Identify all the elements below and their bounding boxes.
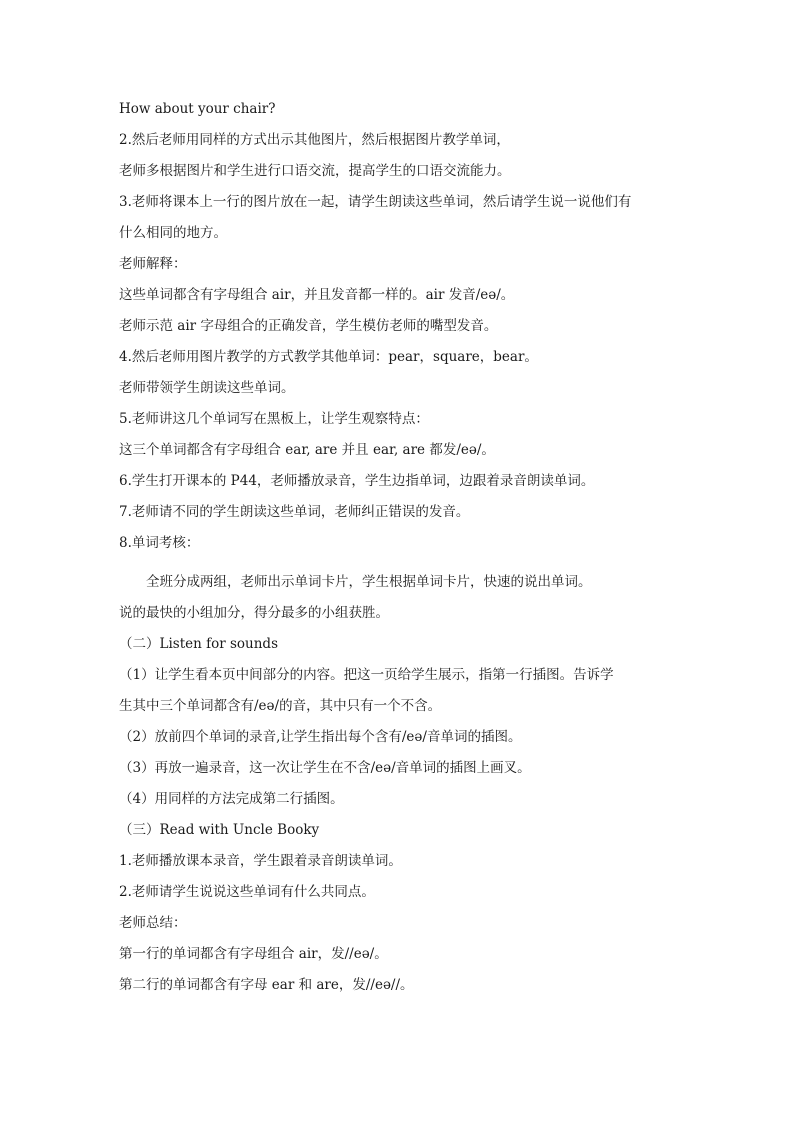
- text-line: 7.老师请不同的学生朗读这些单词，老师纠正错误的发音。: [119, 504, 470, 520]
- text-line: 这些单词都含有字母组合 air，并且发音都一样的。air 发音/eə/。: [119, 287, 515, 303]
- text-line: How about your chair?: [119, 101, 276, 117]
- section-heading: 8.单词考核：: [119, 535, 200, 551]
- text-line: 2.然后老师用同样的方式出示其他图片，然后根据图片教学单词，: [119, 132, 510, 148]
- text-line: 老师带领学生朗读这些单词。: [119, 380, 295, 396]
- section-heading: （三）Read with Uncle Booky: [119, 822, 320, 838]
- text-line: 生其中三个单词都含有/eə/的音，其中只有一个不含。: [119, 698, 442, 714]
- text-line: 老师总结：: [119, 915, 187, 931]
- text-line: 老师多根据图片和学生进行口语交流，提高学生的口语交流能力。: [119, 163, 511, 179]
- section-heading: （二）Listen for sounds: [119, 636, 278, 652]
- text-line: （3）再放一遍录音，这一次让学生在不含/eə/音单词的插图上画叉。: [119, 760, 531, 776]
- text-line: 说的最快的小组加分，得分最多的小组获胜。: [119, 605, 389, 621]
- text-line: 2.老师请学生说说这些单词有什么共同点。: [119, 884, 375, 900]
- text-line: （1）让学生看本页中间部分的内容。把这一页给学生展示，指第一行插图。告诉学: [119, 667, 614, 683]
- text-line: 6.学生打开课本的 P44，老师播放录音，学生边指单词，边跟着录音朗读单词。: [119, 473, 595, 489]
- text-line: 老师解释：: [119, 256, 187, 272]
- text-line: （2）放前四个单词的录音,让学生指出每个含有/eə/音单词的插图。: [119, 729, 522, 745]
- document-body: [119, 94, 679, 1001]
- text-line: 老师示范 air 字母组合的正确发音，学生模仿老师的嘴型发音。: [119, 318, 498, 334]
- text-line: （4）用同样的方法完成第二行插图。: [119, 791, 344, 807]
- text-line: 全班分成两组，老师出示单词卡片，学生根据单词卡片，快速的说出单词。: [146, 574, 592, 590]
- text-line: 1.老师播放课本录音，学生跟着录音朗读单词。: [119, 853, 402, 869]
- text-line: 5.老师讲这几个单词写在黑板上，让学生观察特点：: [119, 411, 429, 427]
- text-line: 这三个单词都含有字母组合 ear, are 并且 ear, are 都发/eə/。: [119, 442, 495, 458]
- text-line: 第一行的单词都含有字母组合 air，发//eə/。: [119, 946, 388, 962]
- text-line: 什么相同的地方。: [119, 225, 227, 241]
- text-line: 第二行的单词都含有字母 ear 和 are，发//eə//。: [119, 977, 414, 993]
- paragraph-gap: [119, 559, 679, 567]
- text-line: 3.老师将课本上一行的图片放在一起，请学生朗读这些单词，然后请学生说一说他们有: [119, 194, 632, 210]
- text-line: 4.然后老师用图片教学的方式教学其他单词：pear，square，bear。: [119, 349, 538, 365]
